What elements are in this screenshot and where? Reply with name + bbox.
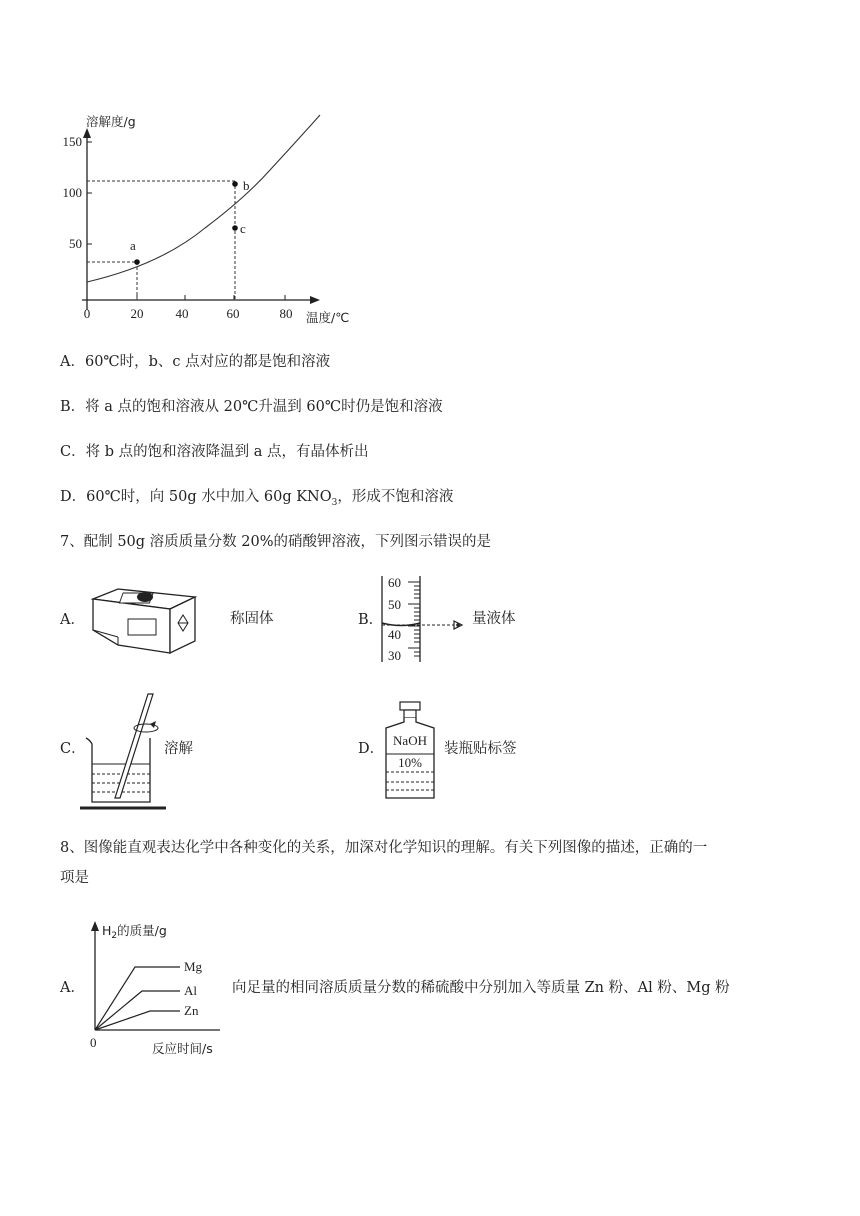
q6-option-a[interactable] [60, 352, 330, 372]
x-tick-label: 60 [226, 306, 240, 321]
q7-option-d-caption: 装瓶贴标签 [444, 741, 517, 757]
q8-option-a-label[interactable]: A． [60, 980, 85, 996]
solubility-chart [50, 110, 380, 330]
beaker-stirring-icon [80, 690, 170, 814]
q8-option-a-text: 向足量的相同溶质质量分数的稀硫酸中分别加入等质量 Zn 粉、Al 粉、Mg 粉 [232, 980, 730, 996]
zn-label: Zn [184, 1003, 199, 1018]
x-tick-label: 0 [83, 306, 91, 321]
subscript: 3 [331, 497, 338, 508]
cylinder-tick: 50 [388, 597, 401, 612]
y-tick-label: 150 [62, 134, 82, 149]
q8-stem-line1: 8、图像能直观表达化学中各种变化的关系，加深对化学知识的理解。有关下列图像的描述，正确的一 [60, 840, 708, 856]
q7-option-d-label[interactable]: D． [358, 741, 385, 757]
y-tick-label: 100 [62, 185, 82, 200]
x-axis-arrow [310, 296, 320, 304]
option-text: 将 b 点的饱和溶液降温到 a 点，有晶体析出 [85, 444, 369, 460]
option-label: C． [60, 444, 86, 460]
h2-axis-label: $H_2$的质量/g [102, 923, 167, 941]
point-c-label: c [240, 221, 246, 236]
point-a-label: a [130, 238, 136, 253]
mg-line [95, 967, 180, 1030]
q7-option-b-label[interactable]: B． [358, 612, 384, 628]
q7-stem: 7、配制 50g 溶质质量分数 20%的硝酸钾溶液，下列图示错误的是 [60, 534, 492, 550]
mg-label: Mg [184, 959, 203, 974]
q7-option-b-caption: 量液体 [472, 611, 516, 627]
al-label: Al [184, 983, 197, 998]
hydrogen-mass-chart [80, 915, 240, 1060]
q6-option-c[interactable] [60, 442, 368, 462]
bottle-label-percent: 10% [398, 755, 422, 770]
zn-line [95, 1011, 180, 1030]
q6-option-b[interactable] [60, 397, 443, 417]
x-tick-label: 20 [130, 306, 144, 321]
q7-option-a-label[interactable]: A． [60, 612, 85, 628]
point-b-label: b [243, 178, 250, 193]
point-b [232, 181, 238, 187]
solubility-curve [87, 115, 320, 282]
y-axis-arrow [83, 128, 91, 138]
cylinder-tick: 30 [388, 648, 401, 663]
option-text: 60℃时，向 50g 水中加入 60g KNO [86, 489, 332, 505]
cylinder-tick: 40 [388, 627, 401, 642]
point-a [134, 259, 140, 265]
point-c [232, 225, 238, 231]
q7-option-a-caption: 称固体 [230, 611, 274, 627]
x-tick-label: 80 [279, 306, 293, 321]
option-label: A． [60, 354, 85, 370]
bottle-label-formula: NaOH [393, 733, 427, 748]
y-axis-label: 溶解度/g [86, 114, 136, 129]
q7-option-c-label[interactable]: C． [60, 741, 86, 757]
x-axis-label: 温度/℃ [306, 310, 350, 325]
option-label: D． [60, 489, 87, 505]
time-axis-label: 反应时间/s [152, 1041, 213, 1056]
option-text-tail: ，形成不饱和溶液 [337, 489, 454, 505]
option-label: B． [60, 399, 86, 415]
origin-label: 0 [90, 1035, 97, 1050]
reagent-bottle-icon [380, 700, 440, 802]
balance-icon [88, 585, 203, 660]
cylinder-tick: 60 [388, 575, 401, 590]
graduated-cylinder-icon [376, 574, 476, 664]
q6-option-d[interactable] [60, 487, 453, 513]
q7-option-c-caption: 溶解 [164, 741, 193, 757]
option-text: 60℃时，b、c 点对应的都是饱和溶液 [84, 354, 331, 370]
q8-stem-line2: 项是 [60, 870, 89, 886]
x-tick-label: 40 [175, 306, 189, 321]
option-text: 将 a 点的饱和溶液从 20℃升温到 60℃时仍是饱和溶液 [85, 399, 443, 415]
y-tick-label: 50 [69, 236, 82, 251]
